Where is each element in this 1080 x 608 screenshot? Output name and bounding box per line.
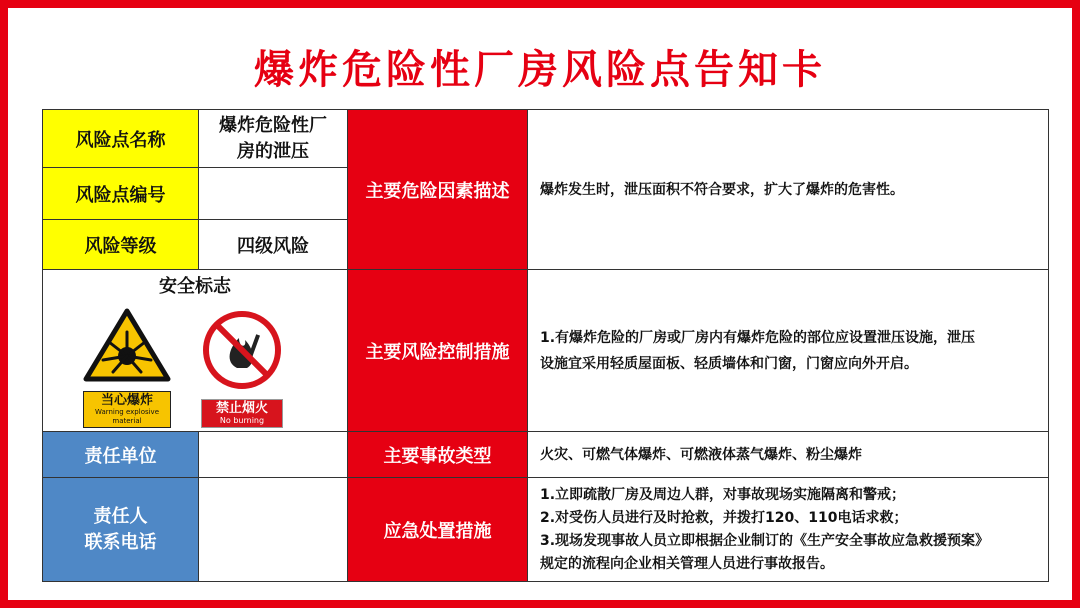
- explosive-sign-plate: [83, 391, 171, 428]
- page-title: 爆炸危险性厂房风险点告知卡: [254, 47, 826, 93]
- risk-code-value: [199, 168, 348, 220]
- risk-table: [42, 109, 1049, 582]
- safety-signs: [43, 298, 347, 428]
- no-fire-icon: [201, 310, 283, 390]
- control-line-1: 1.有爆炸危险的厂房或厂房内有爆炸危险的部位应设置泄压设施，泄压: [540, 329, 976, 346]
- control-label: 主要风险控制措施: [348, 270, 528, 432]
- safety-signs-cell: [43, 270, 348, 432]
- risk-name-label: 风险点名称: [43, 110, 199, 168]
- explosive-sign: [83, 308, 171, 428]
- person-label: [43, 478, 199, 582]
- no-fire-sign-cn: 禁止烟火: [215, 401, 268, 416]
- person-label-line1: 责任人: [93, 505, 148, 527]
- control-line-2: 设施宜采用轻质屋面板、轻质墙体和门窗，门窗应向外开启。: [540, 355, 918, 372]
- emergency-text: [528, 478, 1049, 582]
- person-label-line2: 联系电话: [84, 531, 157, 553]
- emergency-label: 应急处置措施: [348, 478, 528, 582]
- safety-signs-label: 安全标志: [159, 276, 231, 297]
- person-value: [199, 478, 348, 582]
- hazard-label: 主要危险因素描述: [348, 110, 528, 270]
- control-text: [528, 270, 1049, 432]
- risk-card: [8, 8, 1072, 600]
- explosive-sign-cn: 当心爆炸: [100, 393, 153, 408]
- risk-name-value-line1: 爆炸危险性厂: [219, 114, 327, 136]
- no-fire-sign-plate: [201, 399, 283, 428]
- accident-label: 主要事故类型: [348, 432, 528, 478]
- unit-label: 责任单位: [43, 432, 199, 478]
- risk-code-label: 风险点编号: [43, 168, 199, 220]
- hazard-text: 爆炸发生时，泄压面积不符合要求，扩大了爆炸的危害性。: [528, 110, 1049, 270]
- emergency-line-4: 规定的流程向企业相关管理人员进行事故报告。: [540, 555, 834, 572]
- emergency-line-1: 1.立即疏散厂房及周边人群，对事故现场实施隔离和警戒；: [540, 486, 906, 503]
- no-fire-sign: [201, 310, 283, 428]
- unit-value: [199, 432, 348, 478]
- risk-name-value-line2: 房的泄压: [237, 140, 309, 162]
- accident-text: 火灾、可燃气体爆炸、可燃液体蒸气爆炸、粉尘爆炸: [528, 432, 1049, 478]
- explosive-warning-icon: [83, 308, 171, 382]
- emergency-line-2: 2.对受伤人员进行及时抢救，并拨打120、110电话求救；: [540, 509, 908, 526]
- risk-level-label: 风险等级: [43, 220, 199, 270]
- emergency-line-3: 3.现场发现事故人员立即根据企业制订的《生产安全事故应急救援预案》: [540, 532, 990, 549]
- risk-level-value: 四级风险: [199, 220, 348, 270]
- risk-name-value: [199, 110, 348, 168]
- no-fire-sign-en: No burning: [219, 416, 265, 425]
- explosive-sign-en: Warning explosive material: [94, 408, 160, 425]
